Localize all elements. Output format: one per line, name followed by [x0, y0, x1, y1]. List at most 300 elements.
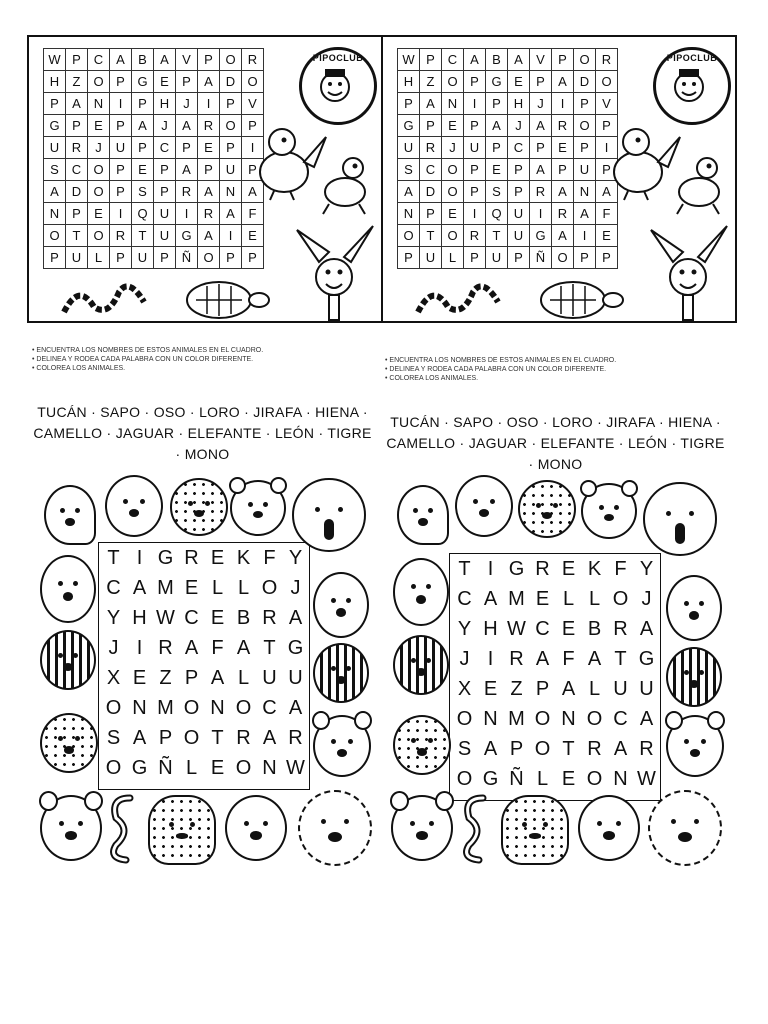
grid-letter: D	[574, 71, 596, 93]
instruction-line: • ENCUENTRA LOS NOMBRES DE ESTOS ANIMALES EN EL CUADRO.	[385, 356, 616, 365]
grid-letter: U	[508, 225, 530, 247]
grid-letter: P	[176, 71, 198, 93]
grid-letter: Y	[457, 618, 473, 640]
grid-letter: V	[596, 93, 618, 115]
grid-letter: P	[242, 159, 264, 181]
grid-letter: O	[442, 159, 464, 181]
grid-letter: Y	[106, 607, 122, 629]
monkey-icon	[105, 475, 163, 537]
grid-letter: O	[442, 71, 464, 93]
grid-letter: C	[613, 708, 629, 730]
leopard-icon	[170, 478, 228, 536]
grid-letter: E	[552, 137, 574, 159]
grid-letter: R	[530, 181, 552, 203]
lion-icon	[648, 790, 722, 866]
parrot-icon	[44, 485, 96, 545]
grid-letter: Z	[159, 667, 173, 689]
tiger-icon	[393, 635, 449, 695]
grid-letter: A	[596, 181, 618, 203]
grid-letter: P	[486, 137, 508, 159]
grid-letter: R	[198, 203, 220, 225]
giraffe-icon	[148, 795, 216, 865]
grid-letter: R	[596, 49, 618, 71]
grid-letter: G	[638, 648, 656, 670]
grid-letter: E	[88, 203, 110, 225]
grid-letter: S	[398, 159, 420, 181]
clown-icon	[653, 47, 725, 119]
grid-letter: U	[420, 247, 442, 269]
grid-letter: N	[442, 93, 464, 115]
grid-letter: P	[508, 159, 530, 181]
grid-letter: L	[588, 588, 602, 610]
logo-text: PIPOCLUB	[312, 53, 364, 63]
grid-letter: O	[198, 247, 220, 269]
grid-letter: P	[110, 115, 132, 137]
lion-icon	[298, 790, 372, 866]
grid-letter: I	[487, 558, 495, 580]
grid-letter: W	[637, 768, 657, 790]
grid-letter: U	[154, 203, 176, 225]
grid-letter: P	[508, 181, 530, 203]
grid-row	[398, 115, 618, 137]
grid-letter: A	[198, 181, 220, 203]
grid-letter: R	[242, 49, 264, 71]
grid-letter: A	[483, 738, 499, 760]
top-left-worksheet	[27, 35, 383, 323]
grid-letter: O	[586, 708, 604, 730]
word-search-grid-small	[397, 48, 618, 269]
grid-letter: B	[132, 49, 154, 71]
grid-letter: U	[110, 137, 132, 159]
grid-letter: H	[132, 607, 148, 629]
grid-letter: E	[210, 757, 226, 779]
grid-letter: O	[552, 247, 574, 269]
grid-letter: I	[552, 93, 574, 115]
word-list-line: TUCÁN · SAPO · OSO · LORO · JIRAFA · HIENA ·	[390, 414, 721, 430]
clown-icon	[299, 47, 371, 119]
grid-letter: P	[464, 181, 486, 203]
word-search-grid	[449, 553, 661, 801]
grid-letter: A	[220, 203, 242, 225]
grid-letter: Y	[639, 558, 655, 580]
grid-letter: B	[486, 49, 508, 71]
grid-letter: P	[158, 727, 174, 749]
grid-letter: J	[459, 648, 471, 670]
grid-letter: R	[552, 115, 574, 137]
grid-letter: W	[44, 49, 66, 71]
grid-letter: C	[535, 618, 551, 640]
grid-letter: P	[220, 247, 242, 269]
word-search-grid	[98, 542, 310, 790]
grid-letter: C	[420, 159, 442, 181]
grid-row	[398, 137, 618, 159]
worm-icon	[59, 272, 149, 322]
grid-letter: P	[220, 93, 242, 115]
grid-row	[44, 203, 264, 225]
grid-letter: P	[242, 115, 264, 137]
frog-icon	[319, 152, 374, 217]
grid-letter: I	[242, 137, 264, 159]
parrot-icon	[397, 485, 449, 545]
grid-letter: O	[612, 588, 630, 610]
grid-letter: O	[220, 115, 242, 137]
grid-letter: L	[562, 588, 576, 610]
grid-letter: P	[464, 247, 486, 269]
grid-letter: I	[574, 225, 596, 247]
grid-letter: T	[211, 727, 225, 749]
grid-letter: E	[88, 115, 110, 137]
grid-letter: M	[157, 697, 175, 719]
grid-letter: O	[105, 757, 123, 779]
bear-icon	[40, 795, 102, 861]
grid-letter: R	[176, 181, 198, 203]
grid-letter: A	[483, 588, 499, 610]
grid-row	[398, 247, 618, 269]
grid-letter: T	[614, 648, 628, 670]
grid-letter: A	[154, 49, 176, 71]
grid-letter: A	[132, 115, 154, 137]
grid-letter: L	[536, 768, 550, 790]
grid-letter: K	[587, 558, 603, 580]
grid-letter: A	[613, 738, 629, 760]
grid-letter: P	[530, 137, 552, 159]
grid-letter: P	[574, 247, 596, 269]
grid-letter: N	[561, 708, 577, 730]
grid-letter: I	[464, 203, 486, 225]
grid-letter: O	[456, 708, 474, 730]
grid-letter: P	[398, 247, 420, 269]
grid-row	[44, 115, 264, 137]
grid-letter: P	[66, 115, 88, 137]
grid-letter: O	[442, 225, 464, 247]
grid-letter: X	[106, 667, 122, 689]
grid-row	[398, 49, 618, 71]
grid-letter: P	[464, 159, 486, 181]
grid-letter: F	[596, 203, 618, 225]
grid-letter: N	[398, 203, 420, 225]
grid-row	[44, 71, 264, 93]
grid-letter: O	[183, 727, 201, 749]
grid-letter: O	[88, 71, 110, 93]
grid-letter: N	[88, 93, 110, 115]
bird-icon	[254, 117, 329, 202]
grid-letter: E	[486, 159, 508, 181]
grid-letter: C	[184, 607, 200, 629]
elephant-icon	[292, 478, 366, 552]
grid-letter: P	[509, 738, 525, 760]
grid-letter: A	[176, 115, 198, 137]
grid-letter: I	[110, 93, 132, 115]
grid-letter: U	[574, 159, 596, 181]
grid-letter: E	[561, 558, 577, 580]
grid-letter: V	[242, 93, 264, 115]
grid-letter: A	[561, 678, 577, 700]
grid-letter: R	[552, 203, 574, 225]
grid-letter: P	[596, 159, 618, 181]
grid-letter: T	[486, 225, 508, 247]
instruction-line: • DELINEA Y RODEA CADA PALABRA CON UN COLOR DIFERENTE.	[32, 355, 263, 364]
grid-letter: P	[535, 678, 551, 700]
grid-letter: U	[398, 137, 420, 159]
grid-letter: P	[508, 247, 530, 269]
instructions	[32, 346, 263, 373]
grid-letter: P	[66, 203, 88, 225]
grid-letter: A	[176, 159, 198, 181]
grid-letter: I	[110, 203, 132, 225]
grid-letter: A	[210, 667, 226, 689]
grid-letter: A	[198, 71, 220, 93]
grid-letter: A	[574, 203, 596, 225]
tiger-icon	[313, 643, 369, 703]
grid-letter: R	[66, 137, 88, 159]
grid-letter: U	[464, 137, 486, 159]
pipoclub-logo	[299, 47, 377, 125]
grid-letter: U	[154, 225, 176, 247]
grid-letter: U	[220, 159, 242, 181]
grid-letter: O	[586, 768, 604, 790]
grid-letter: O	[574, 49, 596, 71]
grid-letter: P	[110, 181, 132, 203]
bear-icon	[391, 795, 453, 861]
grid-letter: E	[508, 71, 530, 93]
grid-letter: U	[639, 678, 655, 700]
bottom-right-worksheet	[383, 350, 733, 880]
grid-letter: A	[288, 697, 304, 719]
grid-letter: S	[106, 727, 122, 749]
instruction-line: • COLOREA LOS ANIMALES.	[385, 374, 616, 383]
grid-letter: I	[198, 93, 220, 115]
grid-letter: O	[574, 115, 596, 137]
grid-letter: B	[587, 618, 603, 640]
grid-letter: O	[534, 738, 552, 760]
grid-letter: G	[176, 225, 198, 247]
grid-letter: P	[110, 247, 132, 269]
instruction-line: • DELINEA Y RODEA CADA PALABRA CON UN COLOR DIFERENTE.	[385, 365, 616, 374]
grid-letter: P	[420, 49, 442, 71]
grid-letter: W	[398, 49, 420, 71]
grid-letter: U	[262, 667, 278, 689]
grid-letter: P	[132, 93, 154, 115]
grid-letter: E	[596, 225, 618, 247]
monkey-icon	[666, 575, 722, 641]
grid-row	[398, 71, 618, 93]
grid-letter: P	[198, 159, 220, 181]
grid-row	[398, 159, 618, 181]
grid-letter: O	[88, 181, 110, 203]
monkey-icon	[40, 555, 96, 623]
monkey-icon	[393, 558, 449, 626]
grid-letter: A	[639, 708, 655, 730]
grid-letter: O	[596, 71, 618, 93]
grid-row	[44, 225, 264, 247]
grid-letter: G	[132, 71, 154, 93]
grid-letter: A	[44, 181, 66, 203]
grid-letter: P	[44, 247, 66, 269]
grid-row	[44, 181, 264, 203]
grid-letter: U	[66, 247, 88, 269]
grid-letter: R	[420, 137, 442, 159]
grid-letter: V	[176, 49, 198, 71]
grid-letter: O	[456, 768, 474, 790]
grid-letter: M	[508, 588, 526, 610]
grid-letter: I	[136, 637, 144, 659]
grid-letter: P	[552, 49, 574, 71]
grid-letter: P	[198, 49, 220, 71]
grid-letter: C	[154, 137, 176, 159]
instruction-line: • ENCUENTRA LOS NOMBRES DE ESTOS ANIMALES EN EL CUADRO.	[32, 346, 263, 355]
grid-letter: P	[596, 247, 618, 269]
grid-letter: I	[176, 203, 198, 225]
grid-letter: A	[184, 637, 200, 659]
grid-letter: E	[210, 547, 226, 569]
grid-letter: P	[398, 93, 420, 115]
grid-letter: P	[154, 159, 176, 181]
grid-letter: I	[487, 648, 495, 670]
grid-letter: A	[66, 93, 88, 115]
grid-letter: P	[242, 247, 264, 269]
grid-letter: E	[561, 618, 577, 640]
grid-letter: E	[154, 71, 176, 93]
grid-row	[44, 93, 264, 115]
grid-letter: C	[508, 137, 530, 159]
grid-letter: I	[530, 203, 552, 225]
grid-letter: E	[483, 678, 499, 700]
grid-letter: O	[88, 225, 110, 247]
grid-letter: S	[44, 159, 66, 181]
grid-letter: P	[574, 137, 596, 159]
bird-icon	[608, 117, 683, 202]
grid-letter: G	[398, 115, 420, 137]
grid-letter: G	[131, 757, 149, 779]
grid-letter: O	[220, 49, 242, 71]
grid-letter: T	[66, 225, 88, 247]
grid-letter: N	[262, 757, 278, 779]
grid-letter: P	[596, 115, 618, 137]
grid-letter: S	[132, 181, 154, 203]
monkey-icon	[578, 795, 640, 861]
grid-letter: P	[44, 93, 66, 115]
word-list	[383, 412, 728, 475]
grid-letter: Ñ	[509, 768, 525, 790]
grid-letter: N	[483, 708, 499, 730]
grid-letter: F	[614, 558, 628, 580]
grid-letter: J	[530, 93, 552, 115]
leopard-icon	[518, 480, 576, 538]
bear-icon	[230, 480, 286, 536]
giraffe-icon	[501, 795, 569, 865]
bear-icon	[666, 715, 724, 777]
word-list-line: CAMELLO · JAGUAR · ELEFANTE · LEÓN · TIGRE · MONO	[33, 425, 372, 462]
grid-letter: E	[184, 577, 200, 599]
grid-letter: Z	[510, 678, 524, 700]
grid-letter: P	[420, 203, 442, 225]
grid-letter: D	[420, 181, 442, 203]
word-list	[30, 402, 375, 465]
grid-letter: O	[242, 71, 264, 93]
grid-letter: A	[198, 225, 220, 247]
grid-letter: I	[464, 93, 486, 115]
grid-letter: P	[132, 137, 154, 159]
grid-letter: O	[534, 708, 552, 730]
grid-letter: E	[198, 137, 220, 159]
grid-letter: S	[457, 738, 473, 760]
grid-row	[44, 49, 264, 71]
grid-letter: U	[132, 247, 154, 269]
turtle-icon	[528, 272, 628, 322]
worm-icon	[413, 272, 503, 322]
grid-letter: F	[211, 637, 225, 659]
grid-letter: N	[574, 181, 596, 203]
grid-letter: P	[154, 181, 176, 203]
grid-letter: F	[242, 203, 264, 225]
grid-letter: R	[198, 115, 220, 137]
top-right-worksheet	[381, 35, 737, 323]
grid-letter: Ñ	[176, 247, 198, 269]
grid-row	[398, 181, 618, 203]
grid-letter: H	[483, 618, 499, 640]
grid-letter: J	[154, 115, 176, 137]
grid-letter: L	[237, 667, 251, 689]
rabbit-icon	[289, 222, 379, 322]
instruction-line: • COLOREA LOS ANIMALES.	[32, 364, 263, 373]
pipoclub-logo	[653, 47, 731, 125]
grid-letter: A	[110, 49, 132, 71]
grid-letter: G	[482, 768, 500, 790]
grid-letter: A	[587, 648, 603, 670]
grid-letter: F	[562, 648, 576, 670]
grid-letter: N	[44, 203, 66, 225]
grid-letter: Q	[486, 203, 508, 225]
grid-letter: J	[176, 93, 198, 115]
grid-letter: A	[132, 577, 148, 599]
grid-letter: A	[535, 648, 551, 670]
grid-letter: M	[508, 708, 526, 730]
word-search-grid-small	[43, 48, 264, 269]
grid-letter: P	[110, 71, 132, 93]
grid-letter: E	[210, 607, 226, 629]
grid-letter: J	[641, 588, 653, 610]
grid-letter: T	[263, 637, 277, 659]
grid-letter: N	[132, 697, 148, 719]
grid-letter: L	[88, 247, 110, 269]
grid-letter: T	[420, 225, 442, 247]
grid-letter: R	[464, 225, 486, 247]
grid-letter: E	[535, 588, 551, 610]
grid-letter: Ñ	[158, 757, 174, 779]
grid-letter: R	[158, 637, 174, 659]
grid-letter: C	[457, 588, 473, 610]
grid-letter: P	[110, 159, 132, 181]
grid-letter: A	[398, 181, 420, 203]
tiger-icon	[40, 630, 96, 690]
bear-icon	[581, 483, 637, 539]
grid-row	[44, 247, 264, 269]
grid-letter: P	[184, 667, 200, 689]
grid-letter: D	[66, 181, 88, 203]
grid-letter: A	[486, 115, 508, 137]
grid-letter: D	[220, 71, 242, 93]
grid-letter: W	[507, 618, 527, 640]
grid-letter: G	[287, 637, 305, 659]
grid-letter: C	[66, 159, 88, 181]
monkey-icon	[455, 475, 513, 537]
grid-letter: L	[237, 577, 251, 599]
grid-letter: U	[508, 203, 530, 225]
grid-letter: U	[288, 667, 304, 689]
grid-letter: R	[639, 738, 655, 760]
instructions	[385, 356, 616, 383]
grid-letter: P	[552, 159, 574, 181]
